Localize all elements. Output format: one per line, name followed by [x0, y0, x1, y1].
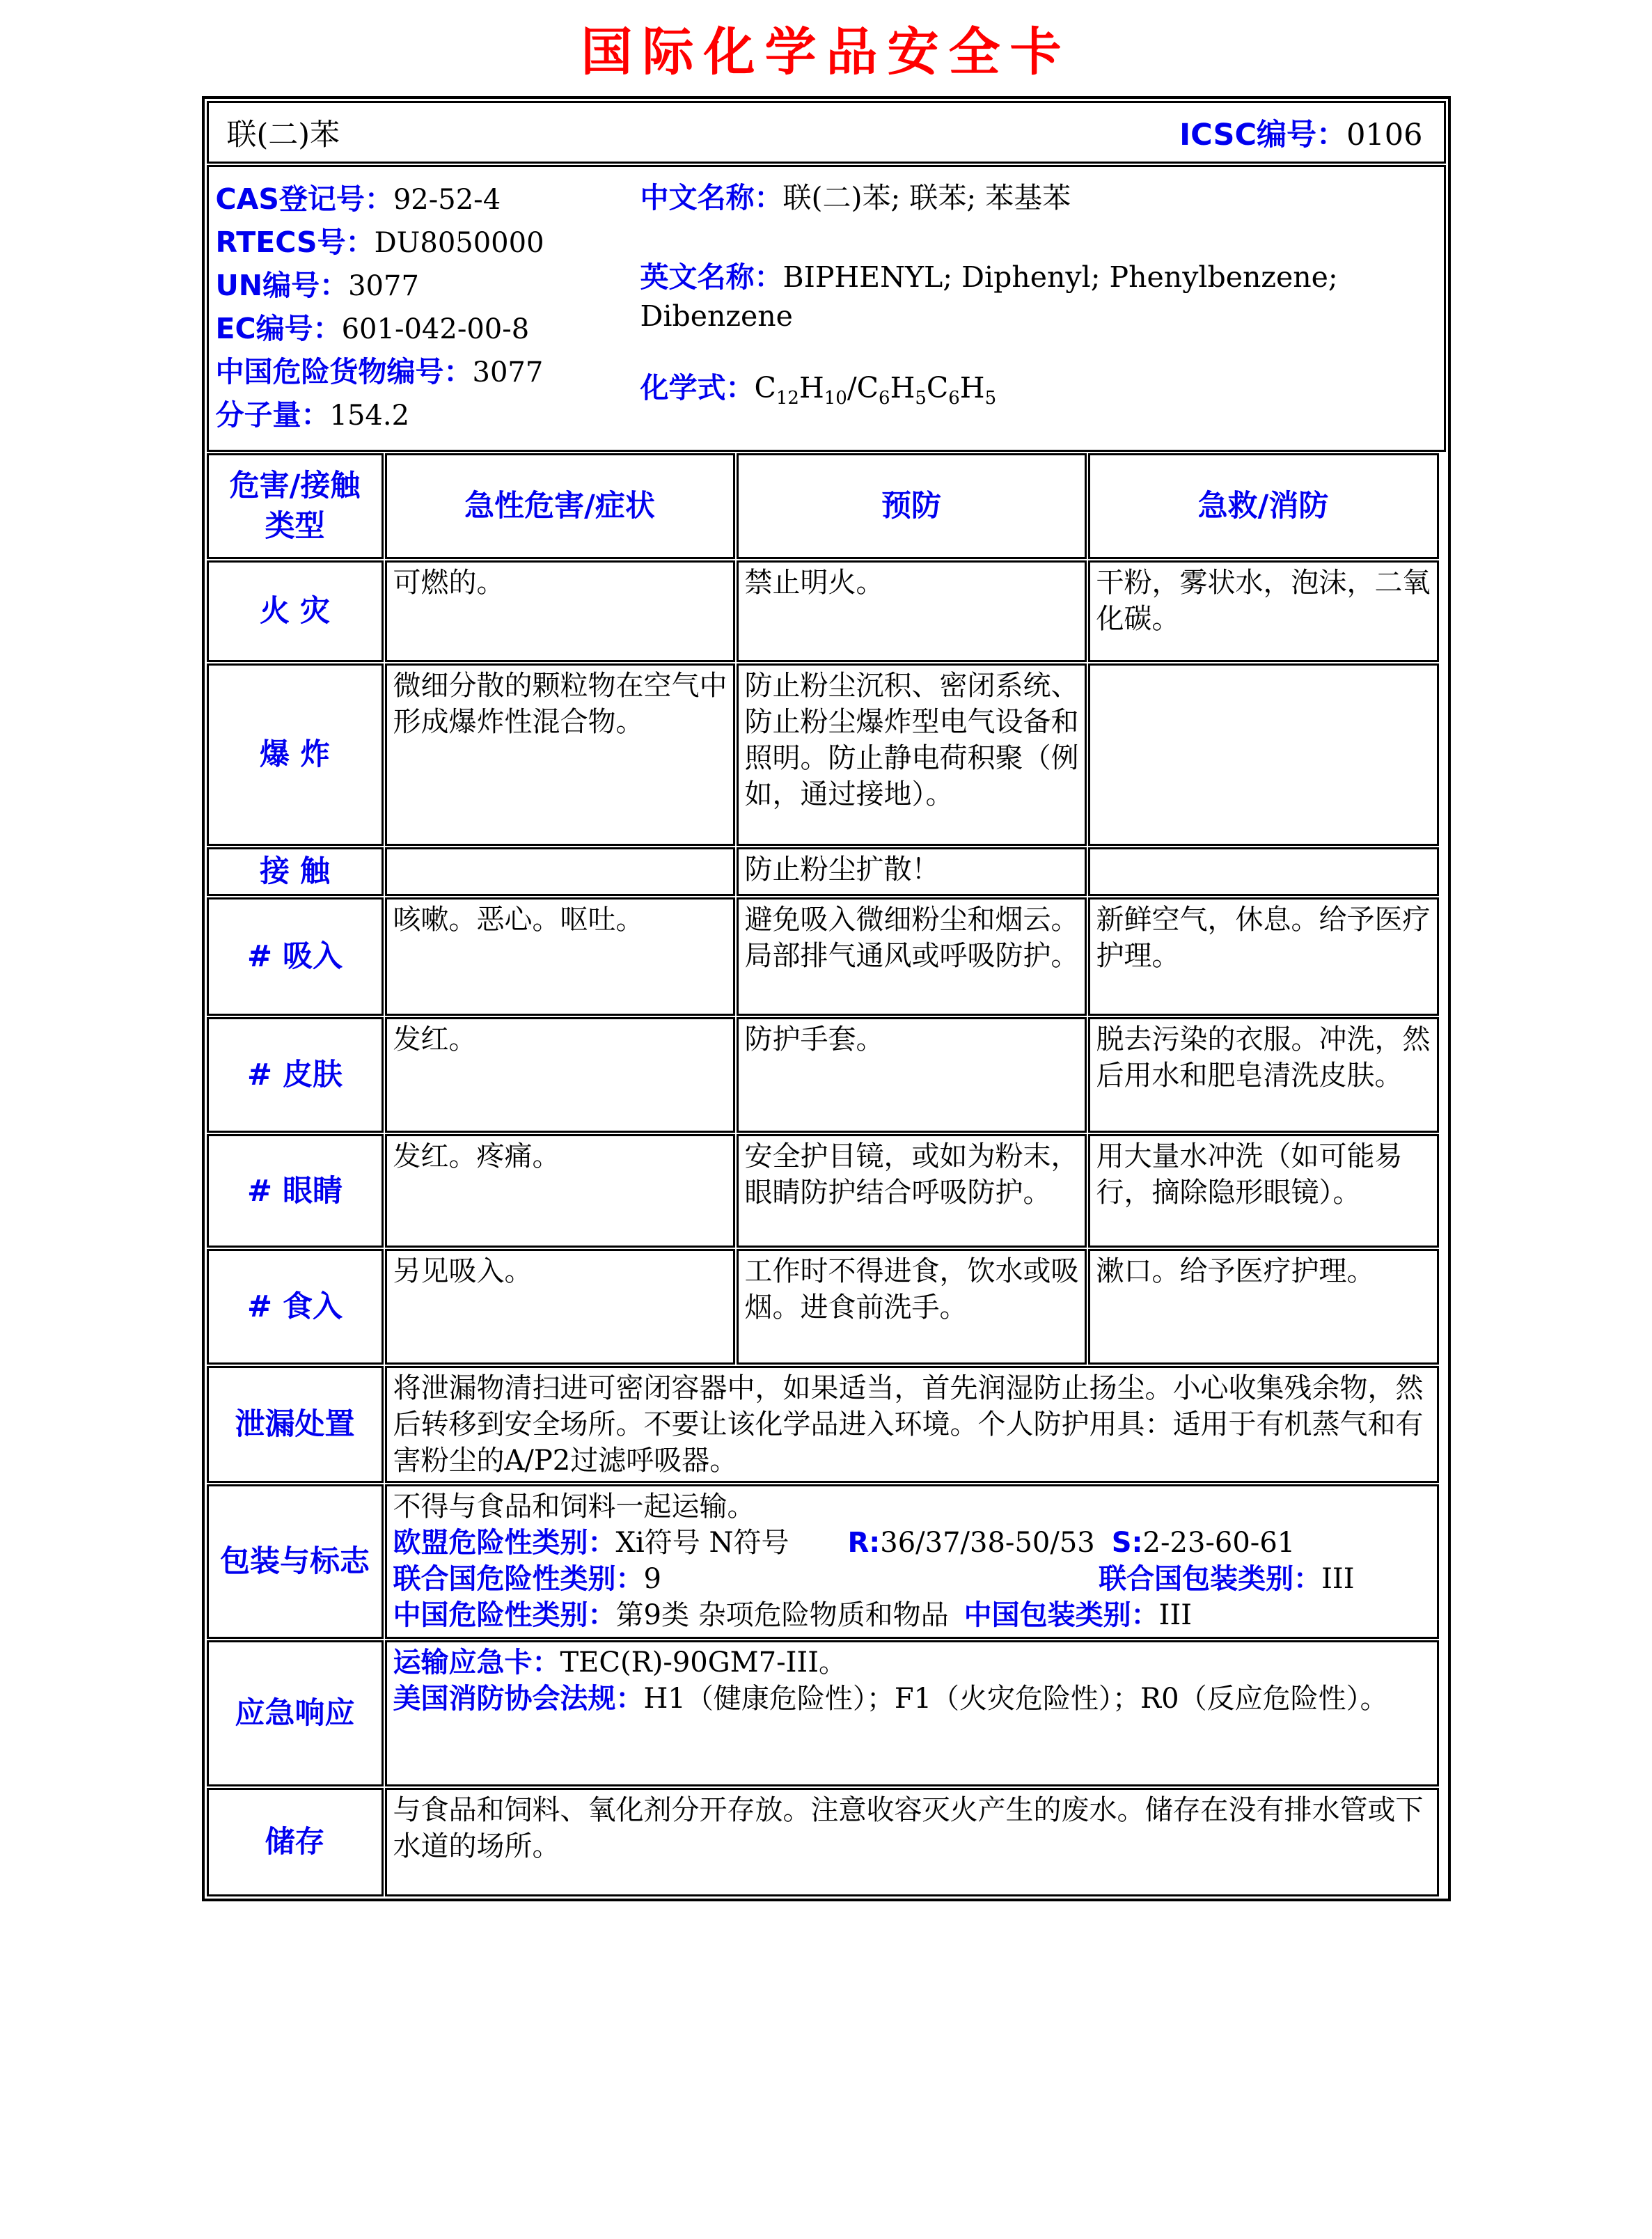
row-eyes-prevention: 安全护目镜，或如为粉末，眼睛防护结合呼吸防护。: [737, 1134, 1087, 1248]
cas-number-value: 92-52-4: [393, 184, 501, 216]
china-dg-number-value: 3077: [472, 356, 544, 388]
row-explosion-label: 爆 炸: [207, 663, 384, 846]
un-number-value: 3077: [348, 270, 419, 302]
un-number-row: [216, 265, 640, 308]
identity-right-column: [640, 178, 1437, 437]
row-exposure-label: 接 触: [207, 847, 384, 896]
row-skin-label: # 皮肤: [207, 1017, 384, 1133]
formula-label: 化学式：: [640, 371, 755, 404]
header-hazard-type: 危害/接触 类型: [207, 453, 384, 559]
row-spill-label: 泄漏处置: [207, 1366, 384, 1483]
rtecs-number-label: RTECS号：: [215, 226, 375, 259]
row-skin-first-aid: 脱去污染的衣服。冲洗，然后用水和肥皂清洗皮肤。: [1088, 1017, 1439, 1133]
icsc-number-value: 0106: [1346, 117, 1423, 152]
row-ingestion-prevention: 工作时不得进食，饮水或吸烟。进食前洗手。: [737, 1249, 1087, 1365]
row-fire-first-aid: 干粉，雾状水，泡沫，二氧化碳。: [1088, 560, 1439, 662]
row-skin-prevention: 防护手套。: [737, 1017, 1087, 1133]
row-ingestion-first-aid: 漱口。给予医疗护理。: [1088, 1249, 1439, 1365]
row-storage-label: 储存: [207, 1788, 384, 1896]
rtecs-number-value: DU8050000: [374, 227, 544, 259]
row-ingestion-symptoms: 另见吸入。: [385, 1249, 735, 1365]
china-dg-number-label: 中国危险货物编号：: [215, 355, 473, 388]
ec-number-value: 601-042-00-8: [341, 313, 530, 345]
cas-number-label: CAS登记号：: [215, 182, 393, 216]
china-dg-number-row: [216, 351, 640, 394]
substance-name-bar: [207, 101, 1446, 164]
emergency-transport-card: 运输应急卡：TEC(R)-90GM7-III。: [393, 1647, 847, 1679]
hazard-table: [207, 453, 1446, 1896]
molecular-weight-label: 分子量：: [215, 398, 330, 432]
row-explosion-symptoms: 微细分散的颗粒物在空气中形成爆炸性混合物。: [385, 663, 735, 846]
packaging-eu-classification: 欧盟危险性类别：Xi符号 N符号 R:36/37/38-50/53 S:2-23-60-61: [393, 1527, 1296, 1559]
ec-number-label: EC编号：: [215, 312, 342, 345]
row-skin-symptoms: 发红。: [385, 1017, 735, 1133]
row-inhalation-symptoms: 咳嗽。恶心。呕吐。: [385, 897, 735, 1016]
packaging-un-classification: 联合国危险性类别：9 联合国包装类别：III: [393, 1563, 1355, 1595]
chemical-formula: $C_{12}H_{10}/C_6H_5C_6H_5$: [754, 371, 997, 409]
row-spill-text: 将泄漏物清扫进可密闭容器中，如果适当，首先润湿防止扬尘。小心收集残余物，然后转移到安全场所。不要让该化学品进入环境。个人防护用具：适用于有机蒸气和有害粉尘的A/P2过滤呼吸器。: [385, 1366, 1439, 1483]
row-fire-prevention: 禁止明火。: [737, 560, 1087, 662]
molecular-weight-row: [216, 394, 640, 437]
row-inhalation-first-aid: 新鲜空气，休息。给予医疗护理。: [1088, 897, 1439, 1016]
cas-number-row: [216, 178, 640, 221]
row-explosion-first-aid: [1088, 663, 1439, 846]
english-name-value-line2: Dibenzene: [640, 299, 793, 333]
formula-row: [640, 365, 1437, 409]
ec-number-row: [216, 308, 640, 351]
chinese-name-value: 联(二)苯; 联苯; 苯基苯: [782, 181, 1071, 214]
identity-left-column: [216, 178, 640, 437]
english-name-row: [640, 258, 1437, 336]
row-explosion-prevention: 防止粉尘沉积、密闭系统、防止粉尘爆炸型电气设备和照明。防止静电荷积聚（例如，通过接地）。: [737, 663, 1087, 846]
row-ingestion-label: # 食入: [207, 1249, 384, 1365]
row-storage-text: 与食品和饲料、氧化剂分开存放。注意收容灭火产生的废水。储存在没有排水管或下水道的场所。: [385, 1788, 1439, 1896]
safety-card: [202, 96, 1451, 1901]
row-exposure-symptoms: [385, 847, 735, 896]
emergency-nfpa-code: 美国消防协会法规：H1（健康危险性）；F1（火灾危险性）；R0（反应危险性）。: [393, 1683, 1388, 1715]
row-packaging-label: 包装与标志: [207, 1484, 384, 1639]
chinese-name-label: 中文名称：: [640, 181, 783, 214]
header-first-aid: 急救/消防: [1088, 453, 1439, 559]
row-inhalation-label: # 吸入: [207, 897, 384, 1016]
header-prevention: 预防: [737, 453, 1087, 559]
molecular-weight-value: 154.2: [329, 400, 410, 432]
row-emergency-content: [385, 1640, 1439, 1786]
substance-name: 联(二)苯: [226, 117, 340, 152]
rtecs-number-row: [216, 221, 640, 265]
identity-section: [207, 165, 1446, 452]
row-inhalation-prevention: 避免吸入微细粉尘和烟云。局部排气通风或呼吸防护。: [737, 897, 1087, 1016]
row-exposure-prevention: 防止粉尘扩散！: [737, 847, 1087, 896]
english-name-label: 英文名称：: [640, 260, 783, 294]
row-eyes-first-aid: 用大量水冲洗（如可能易行，摘除隐形眼镜）。: [1088, 1134, 1439, 1248]
packaging-china-classification: 中国危险性类别：第9类 杂项危险物质和物品 中国包装类别：III: [393, 1599, 1193, 1631]
header-acute-hazards: 急性危害/症状: [385, 453, 735, 559]
row-fire-symptoms: 可燃的。: [385, 560, 735, 662]
row-exposure-first-aid: [1088, 847, 1439, 896]
icsc-number-label: ICSC编号：: [1179, 117, 1347, 152]
icsc-number: [1179, 111, 1422, 154]
packaging-transport-note: 不得与食品和饲料一起运输。: [393, 1491, 755, 1523]
chinese-name-row: [640, 180, 1437, 216]
row-fire-label: 火 灾: [207, 560, 384, 662]
row-packaging-content: [385, 1484, 1439, 1639]
page-title: 国际化学品安全卡: [581, 22, 1071, 82]
row-eyes-symptoms: 发红。疼痛。: [385, 1134, 735, 1248]
row-eyes-label: # 眼睛: [207, 1134, 384, 1248]
english-name-value-line1: BIPHENYL; Diphenyl; Phenylbenzene;: [782, 260, 1338, 294]
un-number-label: UN编号：: [215, 269, 349, 302]
row-emergency-label: 应急响应: [207, 1640, 384, 1786]
